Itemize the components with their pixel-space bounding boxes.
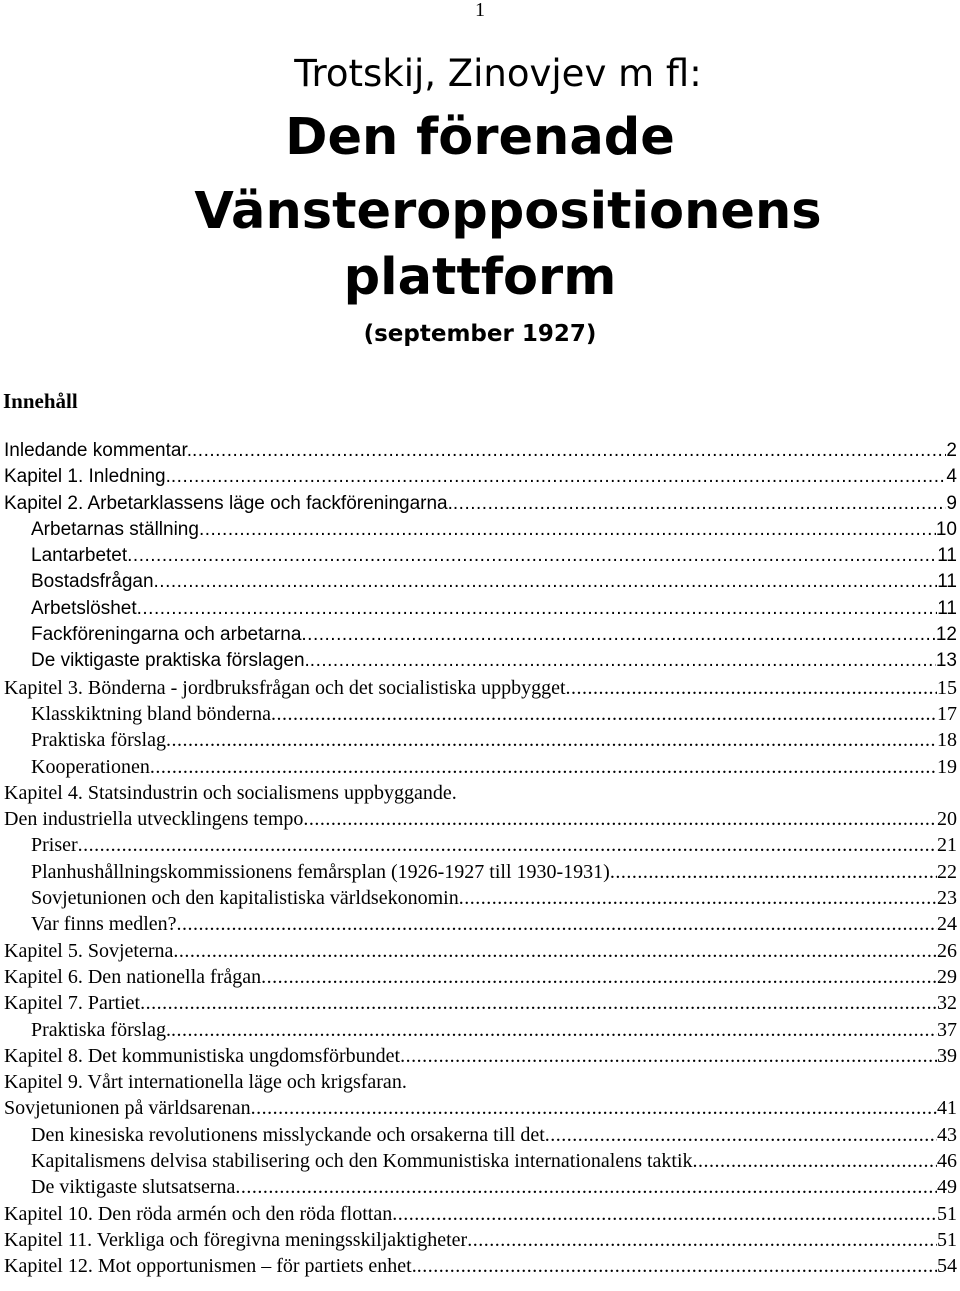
toc-dot-leader bbox=[173, 938, 937, 964]
toc-dot-leader bbox=[137, 596, 938, 622]
toc-entry-page: 9 bbox=[946, 492, 957, 514]
toc-heading: Innehåll bbox=[3, 389, 78, 413]
toc-entry-page: 37 bbox=[937, 1018, 957, 1041]
toc-entry-kapitalismens-stabilisering[interactable] bbox=[4, 1148, 957, 1174]
toc-entry-page: 32 bbox=[937, 992, 957, 1015]
toc-dot-leader bbox=[417, 1253, 937, 1279]
toc-entry-title: Var finns medlen? bbox=[31, 913, 177, 936]
toc-entry-title: Bostadsfrågan bbox=[31, 571, 154, 593]
toc-dot-leader bbox=[251, 1095, 937, 1121]
table-of-contents bbox=[4, 438, 957, 1280]
toc-entry-page: 51 bbox=[937, 1228, 957, 1251]
toc-entry-kapitel-3[interactable] bbox=[4, 675, 957, 701]
toc-entry-klasskiktning[interactable] bbox=[4, 701, 957, 727]
toc-entry-page: 22 bbox=[937, 860, 957, 883]
toc-entry-title: Kapitel 12. Mot opportunismen – för partiets enhet. bbox=[4, 1255, 417, 1278]
toc-dot-leader bbox=[693, 1148, 937, 1174]
toc-entry-lantarbetet[interactable] bbox=[4, 543, 957, 569]
toc-entry-praktiska-forslag-2[interactable] bbox=[4, 1017, 957, 1043]
toc-entry-kapitel-9[interactable] bbox=[4, 1069, 957, 1095]
toc-entry-title: De viktigaste slutsatserna bbox=[31, 1176, 236, 1199]
toc-dot-leader bbox=[453, 491, 947, 517]
toc-dot-leader bbox=[392, 1201, 937, 1227]
toc-entry-page: 39 bbox=[937, 1044, 957, 1067]
toc-entry-kapitel-10[interactable] bbox=[4, 1201, 957, 1227]
toc-entry-page: 21 bbox=[937, 834, 957, 857]
toc-dot-leader bbox=[235, 1174, 937, 1200]
toc-entry-title: Kapitel 2. Arbetarklassens läge och fackföreningarna. bbox=[4, 492, 453, 514]
toc-entry-title: Den kinesiska revolutionens misslyckande och orsakerna till det bbox=[31, 1123, 545, 1146]
page-number: 1 bbox=[475, 0, 485, 21]
document-date: (september 1927) bbox=[363, 321, 597, 347]
toc-entry-fackforeningarna[interactable] bbox=[4, 622, 957, 648]
toc-entry-page: 20 bbox=[937, 808, 957, 831]
toc-entry-page: 11 bbox=[937, 571, 957, 593]
document-title-line-2: Vänsteroppositionens bbox=[194, 182, 822, 241]
toc-entry-page: 4 bbox=[946, 466, 957, 488]
toc-entry-page: 12 bbox=[935, 624, 957, 646]
toc-entry-title: Lantarbetet bbox=[31, 545, 128, 567]
toc-dot-leader bbox=[301, 622, 935, 648]
toc-entry-title: Sovjetunionen på världsarenan bbox=[4, 1097, 251, 1120]
toc-dot-leader bbox=[310, 648, 936, 674]
toc-entry-page: 51 bbox=[937, 1202, 957, 1225]
toc-entry-page: 15 bbox=[937, 676, 957, 699]
toc-entry-arbetarnas-stallning[interactable] bbox=[4, 517, 957, 543]
toc-entry-var-finns-medlen[interactable] bbox=[4, 911, 957, 937]
toc-entry-kapitel-4[interactable] bbox=[4, 780, 957, 806]
document-title-line-1: Den förenade bbox=[285, 108, 675, 167]
toc-dot-leader bbox=[271, 701, 937, 727]
toc-entry-title: Kapitel 11. Verkliga och föregivna meningsskiljaktigheter bbox=[4, 1228, 468, 1251]
toc-entry-title: Praktiska förslag. bbox=[31, 1018, 171, 1041]
toc-entry-femarsplan[interactable] bbox=[4, 859, 957, 885]
toc-entry-page: 19 bbox=[937, 755, 957, 778]
toc-entry-page: 11 bbox=[937, 545, 957, 567]
toc-dot-leader bbox=[261, 964, 937, 990]
toc-entry-kapitel-1[interactable] bbox=[4, 464, 957, 490]
document-title-line-3: plattform bbox=[343, 248, 617, 307]
toc-dot-leader bbox=[171, 464, 947, 490]
toc-dot-leader bbox=[150, 754, 937, 780]
toc-entry-inledande-kommentar[interactable] bbox=[4, 438, 957, 464]
toc-entry-kapitel-12[interactable] bbox=[4, 1253, 957, 1279]
toc-entry-viktigaste-forslagen[interactable] bbox=[4, 648, 957, 674]
toc-entry-page: 43 bbox=[937, 1123, 957, 1146]
toc-dot-leader bbox=[467, 1227, 937, 1253]
toc-entry-title: Priser bbox=[31, 834, 78, 857]
toc-dot-leader bbox=[545, 1122, 937, 1148]
toc-entry-priser[interactable] bbox=[4, 832, 957, 858]
toc-entry-title: Fackföreningarna och arbetarna bbox=[31, 624, 302, 646]
toc-entry-arbetsloshet[interactable] bbox=[4, 596, 957, 622]
toc-dot-leader bbox=[610, 859, 937, 885]
toc-entry-title: Kapitel 3. Bönderna - jordbruksfrågan och det socialistiska uppbygget bbox=[4, 676, 566, 699]
toc-entry-title: Kapitel 8. Det kommunistiska ungdomsförbundet bbox=[4, 1044, 401, 1067]
toc-entry-title: Kapitel 1. Inledning. bbox=[4, 466, 171, 488]
author-line: Trotskij, Zinovjev m fl: bbox=[294, 52, 702, 95]
toc-entry-page: 2 bbox=[946, 440, 957, 461]
toc-entry-title: Klasskiktning bland bönderna bbox=[31, 702, 271, 725]
toc-entry-praktiska-forslag[interactable] bbox=[4, 727, 957, 753]
toc-dot-leader bbox=[192, 438, 946, 464]
toc-entry-slutsatserna[interactable] bbox=[4, 1174, 957, 1200]
toc-entry-title: Inledande kommentar. bbox=[4, 440, 193, 461]
toc-entry-page: 29 bbox=[937, 965, 957, 988]
toc-dot-leader bbox=[166, 727, 937, 753]
toc-entry-title: Kapitel 9. Vårt internationella läge och krigsfaran. bbox=[4, 1071, 407, 1094]
toc-entry-kapitel-5[interactable] bbox=[4, 938, 957, 964]
toc-dot-leader bbox=[78, 832, 937, 858]
toc-dot-leader bbox=[566, 675, 937, 701]
toc-dot-leader bbox=[154, 569, 938, 595]
toc-entry-varldsarenan[interactable] bbox=[4, 1095, 957, 1121]
toc-entry-page: 10 bbox=[935, 518, 957, 540]
toc-dot-leader bbox=[171, 1017, 937, 1043]
toc-entry-title: Planhushållningskommissionens femårsplan (1926-1927 till 1930-1931) bbox=[31, 860, 610, 883]
toc-entry-title: Kapitel 5. Sovjeterna bbox=[4, 939, 174, 962]
toc-entry-title: Kapitel 7. Partiet bbox=[4, 992, 141, 1015]
toc-entry-kooperationen[interactable] bbox=[4, 754, 957, 780]
toc-entry-title: Kapitel 10. Den röda armén och den röda flottan bbox=[4, 1202, 393, 1225]
toc-dot-leader bbox=[199, 517, 936, 543]
toc-entry-page: 54 bbox=[937, 1255, 957, 1278]
toc-entry-page: 24 bbox=[937, 913, 957, 936]
toc-entry-page: 18 bbox=[937, 729, 957, 752]
toc-entry-title: Kapitalismens delvisa stabilisering och den Kommunistiska internationalens taktik bbox=[31, 1150, 693, 1173]
toc-entry-title: Den industriella utvecklingens tempo bbox=[4, 808, 304, 831]
toc-entry-page: 46 bbox=[937, 1150, 957, 1173]
toc-dot-leader bbox=[127, 543, 937, 569]
toc-entry-kapitel-11[interactable] bbox=[4, 1227, 957, 1253]
toc-entry-page: 11 bbox=[937, 597, 957, 619]
toc-entry-kapitel-6[interactable] bbox=[4, 964, 957, 990]
toc-entry-page: 13 bbox=[935, 650, 957, 672]
toc-dot-leader bbox=[140, 990, 937, 1016]
toc-entry-kapitel-7[interactable] bbox=[4, 990, 957, 1016]
toc-entry-title: Sovjetunionen och den kapitalistiska världsekonomin bbox=[31, 887, 459, 910]
toc-entry-kapitel-8[interactable] bbox=[4, 1043, 957, 1069]
toc-entry-page: 41 bbox=[937, 1097, 957, 1120]
toc-entry-page: 17 bbox=[937, 702, 957, 725]
toc-entry-title: Kooperationen bbox=[31, 755, 150, 778]
toc-entry-title: De viktigaste praktiska förslagen. bbox=[31, 650, 310, 672]
toc-entry-kinesiska-revolutionen[interactable] bbox=[4, 1122, 957, 1148]
toc-entry-varldsekonomin[interactable] bbox=[4, 885, 957, 911]
toc-dot-leader bbox=[303, 806, 937, 832]
toc-dot-leader bbox=[459, 885, 937, 911]
toc-entry-industriella-tempo[interactable] bbox=[4, 806, 957, 832]
toc-dot-leader bbox=[177, 911, 937, 937]
toc-entry-title: Arbetslöshet bbox=[31, 597, 137, 619]
toc-entry-title: Praktiska förslag bbox=[31, 729, 166, 752]
toc-entry-page: 49 bbox=[937, 1176, 957, 1199]
toc-entry-page: 23 bbox=[937, 887, 957, 910]
toc-dot-leader bbox=[400, 1043, 937, 1069]
toc-entry-bostadsfragan[interactable] bbox=[4, 569, 957, 595]
toc-entry-title: Arbetarnas ställning bbox=[31, 518, 199, 540]
toc-entry-title: Kapitel 4. Statsindustrin och socialismens uppbyggande. bbox=[4, 781, 457, 804]
toc-entry-kapitel-2[interactable] bbox=[4, 491, 957, 517]
toc-entry-page: 26 bbox=[937, 939, 957, 962]
toc-entry-title: Kapitel 6. Den nationella frågan bbox=[4, 965, 262, 988]
